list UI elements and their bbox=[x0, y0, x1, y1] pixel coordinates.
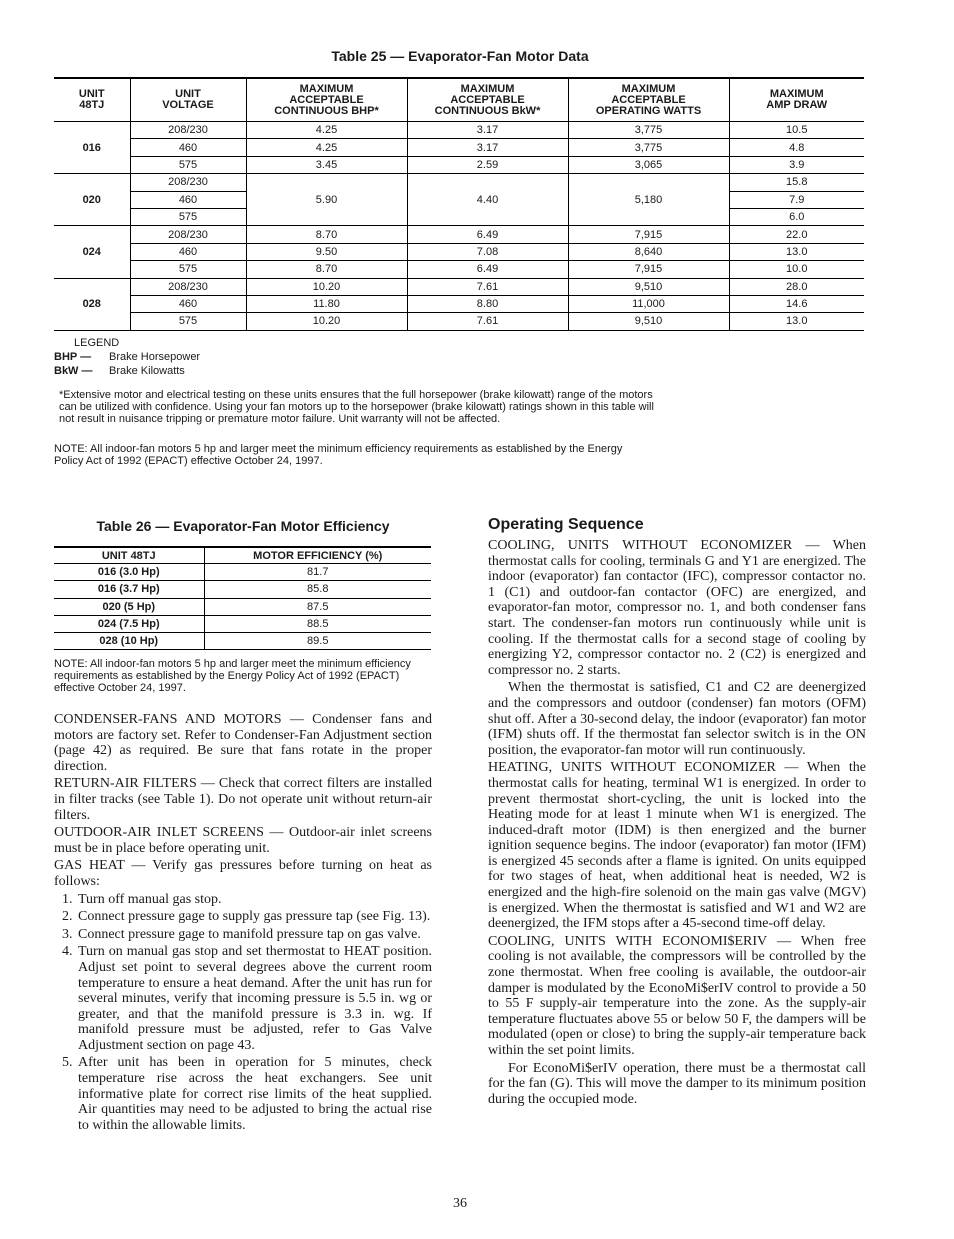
table-26-title: Table 26 — Evaporator-Fan Motor Efficiency bbox=[96, 518, 390, 534]
bhp-cell: 4.25 bbox=[246, 139, 407, 156]
watts-cell: 7,915 bbox=[568, 261, 729, 278]
col-header-unit: UNIT 48TJ bbox=[54, 78, 130, 122]
bkw-cell: 2.59 bbox=[407, 156, 568, 173]
amps-cell: 15.8 bbox=[729, 174, 864, 191]
bhp-cell: 9.50 bbox=[246, 243, 407, 260]
watts-cell: 3,775 bbox=[568, 122, 729, 139]
table-25-legend bbox=[54, 336, 200, 378]
voltage-cell: 460 bbox=[130, 295, 246, 312]
table-row bbox=[54, 139, 864, 156]
amps-cell: 13.0 bbox=[729, 243, 864, 260]
table-25-header-row bbox=[54, 78, 864, 122]
legend-heading: LEGEND bbox=[74, 337, 120, 349]
bhp-cell: 8.70 bbox=[246, 226, 407, 243]
cooling-economizer-paragraph: COOLING, UNITS WITH ECONOMI$ERIV — When free cooling is not available, the compressors will be controlled by the zone thermostat. When free cooling is available, the outdoor-air damper is modulated by the EconoMi$erIV control to provide a 50 to 55 F supply-air temperature into the zone. As the supply-air temperature fluctuates above 55 or below 50 F, the dampers will be modulated (open or close) to bring the supply-air temperature back within the set point limits. bbox=[488, 933, 866, 1058]
bhp-cell: 5.90 bbox=[246, 174, 407, 226]
table-row bbox=[54, 598, 431, 615]
col-header-unit: UNIT 48TJ bbox=[54, 547, 204, 564]
amps-cell: 7.9 bbox=[729, 191, 864, 208]
col-header-amps: MAXIMUM AMP DRAW bbox=[729, 78, 864, 122]
table-row bbox=[54, 633, 431, 650]
table-25-footnote bbox=[54, 389, 654, 425]
amps-cell: 3.9 bbox=[729, 156, 864, 173]
voltage-cell: 460 bbox=[130, 243, 246, 260]
unit-cell: 024 bbox=[54, 226, 130, 278]
gas-heat-paragraph: GAS HEAT — Verify gas pressures before turning on heat as follows: bbox=[54, 858, 432, 889]
unit-cell: 016 (3.0 Hp) bbox=[54, 564, 204, 581]
voltage-cell: 575 bbox=[130, 313, 246, 330]
unit-cell: 016 bbox=[54, 122, 130, 174]
table-26 bbox=[54, 546, 431, 650]
voltage-cell: 208/230 bbox=[130, 174, 246, 191]
watts-cell: 9,510 bbox=[568, 313, 729, 330]
watts-cell: 3,775 bbox=[568, 139, 729, 156]
table-row bbox=[54, 278, 864, 295]
voltage-cell: 460 bbox=[130, 191, 246, 208]
return-air-filters-paragraph: RETURN-AIR FILTERS — Check that correct filters are installed in filter tracks (see Table 1). Do not operate unit without return-air filters. bbox=[54, 776, 432, 823]
col-header-bkw: MAXIMUM ACCEPTABLE CONTINUOUS BkW* bbox=[407, 78, 568, 122]
table-row bbox=[54, 174, 864, 191]
table-row bbox=[54, 122, 864, 139]
efficiency-cell: 89.5 bbox=[204, 633, 431, 650]
bkw-cell: 6.49 bbox=[407, 226, 568, 243]
efficiency-cell: 81.7 bbox=[204, 564, 431, 581]
efficiency-cell: 88.5 bbox=[204, 615, 431, 632]
right-column bbox=[488, 516, 866, 1109]
list-item: 5. After unit has been in operation for 5 minutes, check temperature rise across the heat exchangers. See unit informative plate for correct rise limits of the heat supplied. Air quantities may need to be adjusted to bring the actual rise to within the allowable limits. bbox=[76, 1055, 432, 1133]
unit-cell: 028 bbox=[54, 278, 130, 330]
bkw-cell: 6.49 bbox=[407, 261, 568, 278]
table-row bbox=[54, 564, 431, 581]
legend-item bbox=[54, 350, 200, 364]
bkw-cell: 3.17 bbox=[407, 139, 568, 156]
bkw-cell: 4.40 bbox=[407, 174, 568, 226]
col-header-bhp: MAXIMUM ACCEPTABLE CONTINUOUS BHP* bbox=[246, 78, 407, 122]
bhp-cell: 11.80 bbox=[246, 295, 407, 312]
watts-cell: 3,065 bbox=[568, 156, 729, 173]
col-header-efficiency: MOTOR EFFICIENCY (%) bbox=[204, 547, 431, 564]
watts-cell: 9,510 bbox=[568, 278, 729, 295]
list-item: 1. Turn off manual gas stop. bbox=[76, 892, 432, 908]
col-header-voltage: UNIT VOLTAGE bbox=[130, 78, 246, 122]
condenser-fans-paragraph: CONDENSER-FANS AND MOTORS — Condenser fans and motors are factory set. Refer to Condenser-Fan Adjustment section (page 42) as required. Be sure that fans rotate in the proper direction. bbox=[54, 712, 432, 774]
bkw-cell: 7.61 bbox=[407, 278, 568, 295]
bhp-cell: 8.70 bbox=[246, 261, 407, 278]
table-26-header-row bbox=[54, 547, 431, 564]
voltage-cell: 208/230 bbox=[130, 226, 246, 243]
economizer-operation-paragraph: For EconoMi$erIV operation, there must be a thermostat call for the fan (G). This will move the damper to its minimum position during the occupied mode. bbox=[488, 1060, 866, 1107]
table-25-title: Table 25 — Evaporator-Fan Motor Data bbox=[331, 48, 589, 64]
gas-heat-steps bbox=[54, 892, 432, 1134]
unit-cell: 020 bbox=[54, 174, 130, 226]
list-item: 2. Connect pressure gage to supply gas pressure tap (see Fig. 13). bbox=[76, 909, 432, 925]
thermostat-satisfied-paragraph: When the thermostat is satisfied, C1 and C2 are deenergized and the compressors and outdoor (condenser) fan motors (OFM) shut off. After a 30-second delay, the indoor (evaporator) fan motor (IFM) shuts off. If the thermostat fan selector switch is in the ON position, the evaporator-fan motor will run continuously. bbox=[488, 680, 866, 758]
amps-cell: 13.0 bbox=[729, 313, 864, 330]
cooling-no-economizer-paragraph: COOLING, UNITS WITHOUT ECONOMIZER — When thermostat calls for cooling, terminals G and Y1 are energized. The indoor (evaporator) fan contactor (IFC), compressor contactor no. 1 (C1) and outdoor-fan contactor (OFC) are energized, and evaporator-fan motor, compressor no. 1, and both condenser fans start. The condenser-fan motors run continuously while unit is cooling. If the thermostat calls for a second stage of cooling by energizing Y2, compressor contactor no. 2 (C2) is energized and compressor no. 2 starts. bbox=[488, 538, 866, 678]
page-number: 36 bbox=[453, 1196, 467, 1211]
amps-cell: 10.0 bbox=[729, 261, 864, 278]
bkw-cell: 8.80 bbox=[407, 295, 568, 312]
legend-item bbox=[54, 364, 200, 378]
bkw-cell: 7.08 bbox=[407, 243, 568, 260]
amps-cell: 10.5 bbox=[729, 122, 864, 139]
col-header-watts: MAXIMUM ACCEPTABLE OPERATING WATTS bbox=[568, 78, 729, 122]
efficiency-cell: 85.8 bbox=[204, 581, 431, 598]
voltage-cell: 575 bbox=[130, 208, 246, 225]
bhp-cell: 3.45 bbox=[246, 156, 407, 173]
voltage-cell: 575 bbox=[130, 261, 246, 278]
amps-cell: 28.0 bbox=[729, 278, 864, 295]
table-row bbox=[54, 243, 864, 260]
table-row bbox=[54, 261, 864, 278]
table-row bbox=[54, 615, 431, 632]
operating-sequence-heading: Operating Sequence bbox=[488, 516, 644, 533]
voltage-cell: 460 bbox=[130, 139, 246, 156]
table-row bbox=[54, 313, 864, 330]
watts-cell: 11,000 bbox=[568, 295, 729, 312]
table-row bbox=[54, 295, 864, 312]
amps-cell: 14.6 bbox=[729, 295, 864, 312]
voltage-cell: 208/230 bbox=[130, 122, 246, 139]
table-25-note: NOTE: All indoor-fan motors 5 hp and larger meet the minimum efficiency requirements as established by the Energy Policy Act of 1992 (EPACT) effective October 24, 1997. bbox=[54, 443, 623, 467]
bhp-cell: 10.20 bbox=[246, 313, 407, 330]
unit-cell: 028 (10 Hp) bbox=[54, 633, 204, 650]
list-item: 4. Turn on manual gas stop and set thermostat to HEAT position. Adjust set point to several degrees above the current room temperature to ensure a heat demand. After the unit has run for several minutes, verify that incoming pressure is 5.5 in. wg or greater, and that the manifold pressure is 3.3 in. wg. If manifold pressure must be adjusted, refer to Gas Valve Adjustment section on page 43. bbox=[76, 944, 432, 1053]
watts-cell: 8,640 bbox=[568, 243, 729, 260]
unit-cell: 024 (7.5 Hp) bbox=[54, 615, 204, 632]
unit-cell: 020 (5 Hp) bbox=[54, 598, 204, 615]
operating-sequence-text bbox=[488, 538, 866, 1107]
efficiency-cell: 87.5 bbox=[204, 598, 431, 615]
amps-cell: 6.0 bbox=[729, 208, 864, 225]
table-26-note: NOTE: All indoor-fan motors 5 hp and larger meet the minimum efficiency requirements as established by the Energy Policy Act of 1992 (EPACT) effective October 24, 1997. bbox=[54, 658, 411, 694]
footnote-text: *Extensive motor and electrical testing on these units ensures that the full horsepower (brake kilowatt) range of the motors can be utilized with confidence. Using your fan motors up to the horsepower (brake kilowatt) ratings shown in this table will not result in nuisance tripping or premature motor failure. Unit warranty will not be affected. bbox=[59, 389, 654, 425]
voltage-cell: 575 bbox=[130, 156, 246, 173]
bkw-cell: 3.17 bbox=[407, 122, 568, 139]
table-row bbox=[54, 156, 864, 173]
table-25 bbox=[54, 77, 864, 331]
unit-cell: 016 (3.7 Hp) bbox=[54, 581, 204, 598]
bhp-cell: 4.25 bbox=[246, 122, 407, 139]
legend-abbr: BHP — bbox=[54, 351, 92, 363]
heating-no-economizer-paragraph: HEATING, UNITS WITHOUT ECONOMIZER — When the thermostat calls for heating, terminal W1 is energized. In order to prevent thermostat short-cycling, the unit is locked into the Heating mode for at least 1 minute when W1 is energized. The induced-draft motor (IDM) is then energized and the burner ignition sequence begins. The indoor (evaporator) fan motor (IFM) is energized 45 seconds after a flame is ignited. On units equipped for two stages of heat, when additional heat is needed, W2 is energized and the high-fire solenoid on the main gas valve (MGV) is energized. When the thermostat is satisfied and W1 and W2 are deenergized, the IFM stops after a 45-second time-off delay. bbox=[488, 760, 866, 932]
left-column-text bbox=[54, 712, 432, 1135]
legend-abbr: BkW — bbox=[54, 365, 93, 377]
legend-desc: Brake Kilowatts bbox=[109, 365, 185, 377]
table-row bbox=[54, 581, 431, 598]
list-item: 3. Connect pressure gage to manifold pressure tap on gas valve. bbox=[76, 927, 432, 943]
watts-cell: 7,915 bbox=[568, 226, 729, 243]
table-row bbox=[54, 226, 864, 243]
bkw-cell: 7.61 bbox=[407, 313, 568, 330]
voltage-cell: 208/230 bbox=[130, 278, 246, 295]
watts-cell: 5,180 bbox=[568, 174, 729, 226]
outdoor-air-screens-paragraph: OUTDOOR-AIR INLET SCREENS — Outdoor-air inlet screens must be in place before operating unit. bbox=[54, 825, 432, 856]
legend-desc: Brake Horsepower bbox=[109, 351, 201, 363]
amps-cell: 22.0 bbox=[729, 226, 864, 243]
amps-cell: 4.8 bbox=[729, 139, 864, 156]
bhp-cell: 10.20 bbox=[246, 278, 407, 295]
